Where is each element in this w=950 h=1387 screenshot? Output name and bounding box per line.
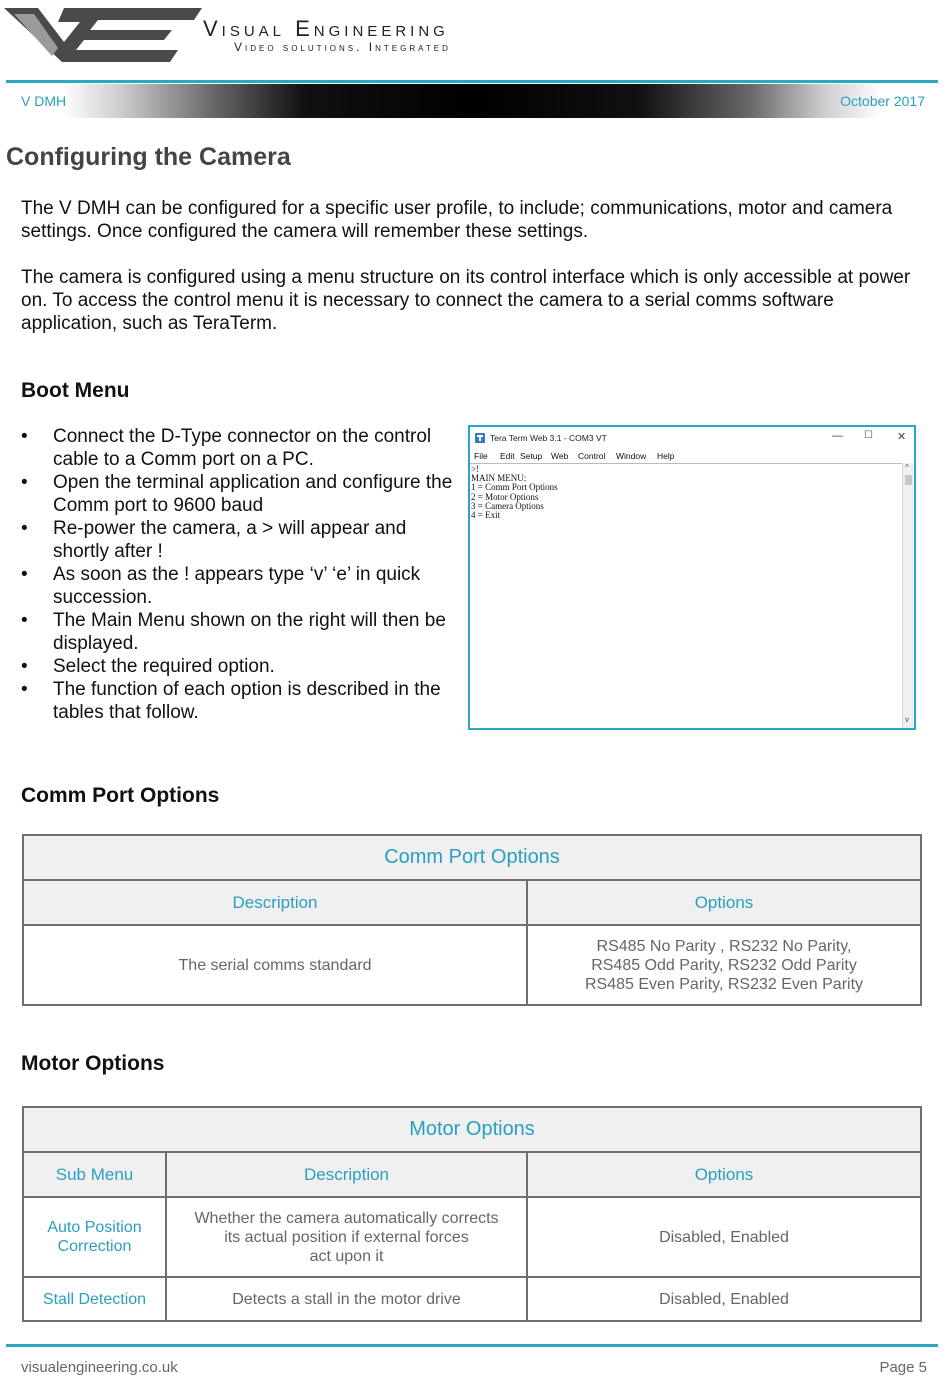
bullet-icon: • — [21, 564, 28, 585]
motor-options-table — [22, 1106, 922, 1322]
page-title: Configuring the Camera — [6, 143, 291, 171]
brand-tagline: Video solutions. Integrated — [234, 40, 451, 54]
table-cell: Auto Position Correction — [23, 1197, 166, 1277]
terminal-line: 1 = Comm Port Options — [471, 482, 558, 493]
table-row — [23, 1197, 921, 1277]
table-cell: Disabled, Enabled — [527, 1277, 921, 1321]
motor-options-heading: Motor Options — [21, 1052, 165, 1075]
table-cell: Disabled, Enabled — [527, 1197, 921, 1277]
terminal-screen — [470, 463, 904, 731]
list-item: • Connect the D-Type connector on the control cable to a Comm port on a PC. — [21, 426, 432, 470]
menu-item-setup: Setup — [520, 451, 543, 461]
page-number: Page 5 — [879, 1359, 927, 1376]
intro-paragraph: The camera is configured using a menu structure on its control interface which is only accessible at power on. To access the control menu it is necessary to connect the camera to a serial comms software application, such as TeraTerm. — [21, 267, 911, 334]
footer-website: visualengineering.co.uk — [21, 1359, 178, 1376]
document-name: V DMH — [21, 93, 67, 109]
minimize-icon: — — [832, 430, 843, 442]
visual-engineering-logo — [2, 2, 202, 66]
table-cell: Stall Detection — [23, 1277, 166, 1321]
terminal-title: Tera Term Web 3.1 - COM3 VT — [490, 433, 607, 443]
menu-item-control: Control — [578, 451, 606, 461]
brand-name: Visual Engineering — [203, 16, 449, 41]
terminal-menubar — [470, 449, 914, 463]
scroll-thumb — [905, 475, 912, 485]
bullet-icon: • — [21, 472, 28, 493]
boot-menu-heading: Boot Menu — [21, 379, 130, 402]
bullet-icon: • — [21, 610, 28, 631]
teraterm-screenshot — [468, 425, 916, 730]
column-header: Description — [23, 880, 527, 925]
bullet-icon: • — [21, 518, 28, 539]
comm-port-heading: Comm Port Options — [21, 784, 220, 807]
list-item: • The function of each option is described in the tables that follow. — [21, 679, 441, 723]
header-band — [6, 84, 938, 118]
table-cell: The serial comms standard — [23, 925, 527, 1005]
header-rule — [6, 80, 938, 83]
bullet-icon: • — [21, 656, 28, 677]
table-row — [23, 1277, 921, 1321]
list-item: • As soon as the ! appears type ‘v’ ‘e’ in quick succession. — [21, 564, 421, 608]
teraterm-app-icon — [475, 433, 485, 443]
table-cell: Detects a stall in the motor drive — [166, 1277, 527, 1321]
bullet-icon: • — [21, 679, 28, 700]
list-item: • The Main Menu shown on the right will then be displayed. — [21, 610, 446, 654]
terminal-line: 4 = Exit — [471, 510, 501, 521]
table-row — [23, 925, 921, 1005]
column-header: Options — [527, 880, 921, 925]
menu-item-file: File — [474, 451, 488, 461]
column-header: Sub Menu — [23, 1152, 166, 1197]
table-title: Motor Options — [23, 1107, 921, 1152]
list-item: • Re-power the camera, a > will appear and shortly after ! — [21, 518, 407, 562]
scroll-up-icon: ^ — [905, 463, 909, 472]
column-header: Description — [166, 1152, 527, 1197]
terminal-titlebar — [470, 427, 914, 449]
list-item: • Select the required option. — [21, 656, 275, 677]
comm-port-table — [22, 834, 922, 1006]
intro-paragraph: The V DMH can be configured for a specific user profile, to include; communications, motor and camera settings. Once configured the camera will remember these settings. — [21, 198, 893, 242]
boot-menu-list — [21, 425, 461, 724]
terminal-line: 3 = Camera Options — [471, 500, 544, 511]
maximize-icon: ☐ — [864, 430, 873, 441]
terminal-line: 2 = Motor Options — [471, 491, 539, 502]
terminal-line: MAIN MENU: — [471, 473, 527, 484]
scroll-down-icon: v — [905, 715, 909, 724]
menu-item-window: Window — [616, 451, 647, 461]
list-item: • Open the terminal application and configure the Comm port to 9600 baud — [21, 472, 453, 516]
terminal-line: >! — [471, 464, 480, 474]
table-title: Comm Port Options — [23, 835, 921, 880]
table-cell: RS485 No Parity , RS232 No Parity, RS485 Odd Parity, RS232 Odd Parity RS485 Even Parity, RS232 Even Parity — [527, 925, 921, 1005]
document-date: October 2017 — [840, 93, 925, 109]
column-header: Options — [527, 1152, 921, 1197]
table-cell: Whether the camera automatically corrects its actual position if external forces act upon it — [166, 1197, 527, 1277]
menu-item-edit: Edit — [500, 451, 515, 461]
bullet-icon: • — [21, 426, 28, 447]
menu-item-web: Web — [551, 451, 569, 461]
footer-rule — [6, 1344, 938, 1347]
menu-item-help: Help — [657, 451, 675, 461]
terminal-scrollbar — [902, 463, 913, 728]
close-icon: ✕ — [897, 431, 907, 443]
